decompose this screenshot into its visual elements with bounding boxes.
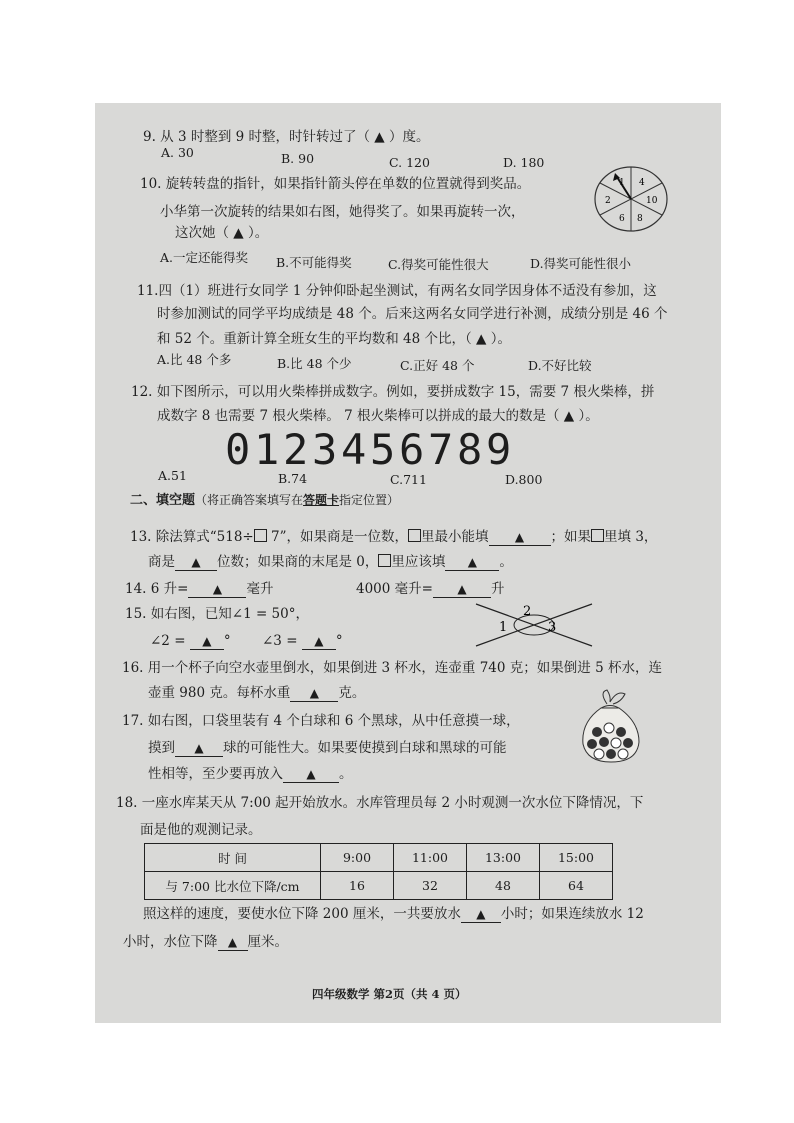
spinner-number: 2	[605, 196, 611, 206]
q12-option-d: D.800	[505, 472, 543, 487]
q18-line1: 18. 一座水库某天从 7:00 起开始放水。水库管理员每 2 小时观测一次水位下降情况，下	[116, 795, 644, 811]
q11-option-b: B.比 48 个少	[277, 356, 352, 371]
triangle-icon: ▲	[194, 741, 204, 755]
matchstick-digit: 7	[428, 425, 454, 474]
q10-option-d: D.得奖可能性很小	[530, 256, 632, 271]
answer-blank	[188, 581, 246, 598]
table-cell: 15:00	[540, 844, 613, 872]
q14-line-b	[356, 580, 504, 598]
q11-option-a: A.比 48 个多	[157, 352, 232, 367]
spinner-number: 6	[619, 214, 625, 224]
box-symbol	[378, 554, 391, 567]
page-footer: 四年级数学 第2页（共 4 页）	[312, 987, 467, 1001]
section-note-post: 指定位置）	[339, 493, 400, 507]
triangle-icon: ▲	[191, 555, 201, 569]
spinner-number: 4	[639, 178, 645, 188]
q16-line2	[148, 684, 365, 702]
q11-option-c: C.正好 48 个	[400, 358, 475, 373]
q14-line	[125, 580, 273, 598]
q13-part: 商是	[148, 554, 175, 570]
q13-part: 里填 3，	[604, 529, 658, 545]
box-symbol	[408, 529, 421, 542]
intersecting-lines-figure	[470, 600, 600, 650]
q10-option-a: A.一定还能得奖	[160, 250, 249, 265]
q12-option-a: A.51	[158, 468, 187, 483]
ball	[587, 739, 597, 749]
triangle-icon: ▲	[457, 582, 467, 596]
ball	[606, 749, 616, 759]
q11-line3: 和 52 个。重新计算全班女生的平均数和 48 个比，（ ▲ ）。	[157, 331, 511, 347]
q12-line1: 12. 如下图所示，可以用火柴棒拼成数字。例如，要拼成数字 15，需要 7 根火柴棒，拼	[131, 384, 655, 400]
matchstick-digit: 3	[312, 425, 338, 474]
q11-option-d: D.不好比较	[528, 358, 592, 373]
q16-line1: 16. 用一个杯子向空水壶里倒水，如果倒进 3 杯水，连壶重 740 克；如果倒进 5 杯水，连	[122, 660, 662, 676]
triangle-icon: ▲	[212, 582, 223, 596]
section-title: 二、填空题	[130, 493, 196, 508]
q13-part: 里最小能填	[421, 529, 489, 545]
ball	[618, 749, 628, 759]
q14-part: 4000 毫升=	[356, 581, 433, 597]
angle-label: 3	[548, 620, 557, 635]
table-header-cell: 与 7:00 比水位下降/cm	[145, 872, 321, 900]
answer-blank	[190, 633, 224, 650]
q13-line2	[148, 553, 513, 571]
water-level-table	[144, 843, 613, 900]
triangle-icon: ▲	[306, 767, 316, 781]
box-symbol	[254, 529, 267, 542]
q18-line4	[123, 933, 288, 951]
ball	[611, 738, 621, 748]
ball	[604, 723, 614, 733]
q12-option-b: B.74	[278, 471, 308, 486]
box-symbol	[591, 529, 604, 542]
answer-blank	[445, 554, 499, 571]
ball	[623, 738, 633, 748]
q14-part: 升	[490, 581, 505, 597]
q17-line2	[148, 739, 507, 757]
section-note-answer-card: 答题卡	[303, 493, 340, 507]
q15-part: ∠3 =	[262, 633, 298, 649]
q9-option-a: A. 30	[161, 145, 194, 160]
ball-bag-figure	[577, 686, 645, 766]
q10-line3: 这次她（ ▲ ）。	[175, 225, 269, 241]
matchstick-digit: 5	[370, 425, 396, 474]
q14-part: 14. 6 升=	[125, 581, 189, 597]
q13-part: 。	[499, 554, 513, 570]
answer-blank	[461, 906, 501, 923]
q12-option-c: C.711	[390, 472, 427, 487]
q17-part: 性相等，至少要再放入	[148, 766, 283, 782]
q15-part: ∠2 =	[150, 633, 186, 649]
matchstick-digit: 2	[283, 425, 309, 474]
table-cell: 9:00	[321, 844, 394, 872]
q18-part: 小时，水位下降	[123, 934, 218, 950]
q9-option-c: C. 120	[389, 155, 430, 170]
q11-line1: 11.四（1）班进行女同学 1 分钟仰卧起坐测试，有两名女同学因身体不适没有参加，这	[137, 283, 657, 299]
q18-line2: 面是他的观测记录。	[140, 822, 262, 838]
section-note-pre: （将正确答案填写在	[195, 493, 304, 507]
triangle-icon: ▲	[202, 634, 212, 648]
triangle-icon: ▲	[467, 555, 477, 569]
q17-part: 球的可能性大。如果要使摸到白球和黑球的可能	[223, 740, 507, 756]
matchstick-digit: 4	[341, 425, 367, 474]
q13-part: 里应该填	[391, 554, 446, 570]
table-row	[145, 844, 613, 872]
table-cell: 13:00	[467, 844, 540, 872]
ball	[616, 727, 626, 737]
answer-blank	[175, 740, 223, 757]
spinner-figure	[593, 163, 673, 233]
answer-blank	[302, 633, 336, 650]
q12-line2: 成数字 8 也需要 7 根火柴棒。 7 根火柴棒可以拼成的最大的数是（ ▲ ）。	[157, 408, 599, 424]
angle-label: 1	[499, 620, 508, 635]
q10-option-c: C.得奖可能性很大	[388, 257, 489, 272]
triangle-icon: ▲	[476, 907, 486, 921]
q9-stem: 9. 从 3 时整到 9 时整，时针转过了（ ▲ ）度。	[143, 129, 430, 145]
q18-part: 小时；如果连续放水 12	[500, 906, 644, 922]
table-row	[145, 872, 613, 900]
section-heading	[130, 491, 399, 510]
q15-line2	[150, 632, 231, 650]
answer-blank	[489, 529, 551, 546]
answer-blank	[290, 685, 338, 702]
answer-blank	[433, 581, 491, 598]
matchstick-digit: 0	[225, 425, 251, 474]
angle-label: 2	[523, 604, 532, 619]
q13-part: 位数；如果商的末尾是 0，	[217, 554, 379, 570]
q10-line2: 小华第一次旋转的结果如右图，她得奖了。如果再旋转一次，	[160, 204, 525, 220]
q10-line1: 10. 旋转转盘的指针，如果指针箭头停在单数的位置就得到奖品。	[140, 176, 531, 192]
spinner-number: 1	[619, 178, 625, 188]
q15-line1: 15. 如右图，已知∠1 = 50°，	[125, 606, 309, 622]
q13-part: 7”，如果商是一位数，	[266, 529, 409, 545]
q13-line1	[130, 528, 657, 546]
triangle-icon: ▲	[314, 634, 324, 648]
q15-part: °	[223, 633, 231, 649]
q11-line2: 时参加测试的同学平均成绩是 48 个。后来这两名女同学进行补测，成绩分别是 46 个	[157, 306, 668, 322]
q18-part: 照这样的速度，要使水位下降 200 厘米，一共要放水	[143, 906, 461, 922]
answer-blank	[218, 934, 248, 951]
q15-part: °	[335, 633, 343, 649]
table-header-cell: 时 间	[145, 844, 321, 872]
spinner-number: 10	[646, 196, 658, 206]
q13-part: 13. 除法算式“518÷	[130, 529, 254, 545]
answer-blank	[175, 554, 217, 571]
q9-option-d: D. 180	[503, 155, 545, 170]
q17-line3	[148, 765, 353, 783]
table-cell: 64	[540, 872, 613, 900]
q14-part: 毫升	[246, 581, 274, 597]
triangle-icon: ▲	[227, 935, 238, 949]
matchstick-digit: 1	[254, 425, 280, 474]
matchstick-digit: 9	[486, 425, 512, 474]
ball	[599, 737, 609, 747]
spinner-number: 8	[637, 214, 643, 224]
q16-part: 壶重 980 克。每杯水重	[148, 685, 291, 701]
q16-part: 克。	[338, 685, 366, 701]
q15-line3	[262, 632, 343, 650]
ball	[592, 727, 602, 737]
q17-line1: 17. 如右图，口袋里装有 4 个白球和 6 个黑球，从中任意摸一球，	[122, 713, 520, 729]
q18-part: 厘米。	[247, 934, 288, 950]
ball	[594, 749, 604, 759]
q9-option-b: B. 90	[281, 151, 315, 166]
q17-part: 摸到	[148, 740, 175, 756]
triangle-icon: ▲	[309, 686, 319, 700]
q13-part: ；如果	[550, 529, 592, 545]
q17-part: 。	[339, 766, 353, 782]
matchstick-digit: 6	[399, 425, 425, 474]
table-cell: 16	[321, 872, 394, 900]
q18-line3	[143, 905, 644, 923]
answer-blank	[283, 766, 339, 783]
matchstick-digit: 8	[457, 425, 483, 474]
triangle-icon: ▲	[514, 530, 525, 544]
q10-option-b: B.不可能得奖	[276, 255, 352, 270]
table-cell: 32	[394, 872, 467, 900]
table-cell: 11:00	[394, 844, 467, 872]
table-cell: 48	[467, 872, 540, 900]
